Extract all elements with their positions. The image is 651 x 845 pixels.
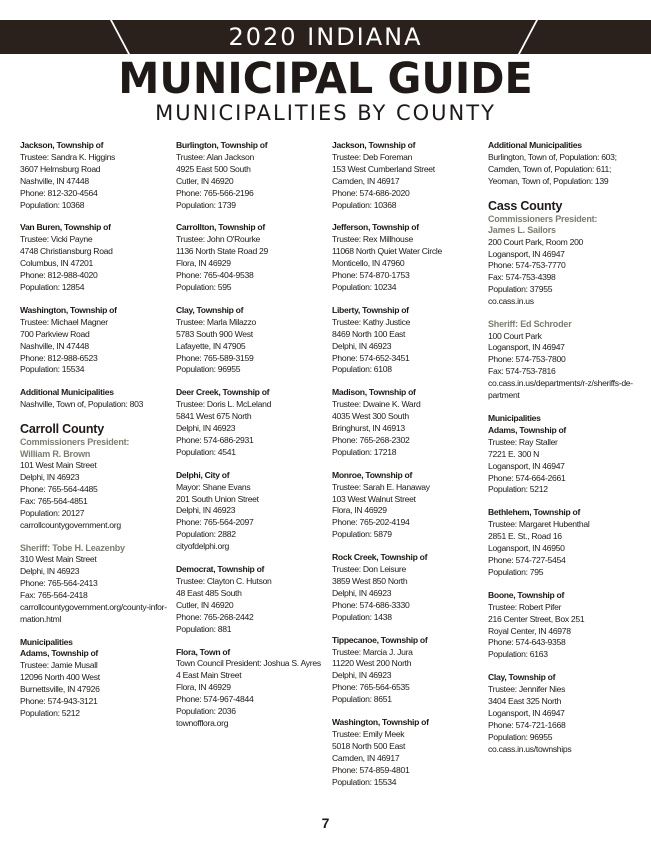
column-2	[176, 140, 326, 741]
listing-name: Flora, Town of	[176, 646, 230, 657]
listing-name: Carrollton, Township of	[176, 222, 265, 233]
listing-line: Delphi, IN 46923	[20, 472, 80, 483]
listing-entry	[332, 635, 482, 706]
listing-line: Bringhurst, IN 46913	[332, 423, 405, 434]
listing-line: 5783 South 900 West	[176, 328, 253, 339]
listing-line: Fax: 765-564-2418	[20, 589, 88, 600]
listing-entry	[332, 140, 482, 211]
title-banner	[0, 20, 651, 54]
page-title: MUNICIPAL GUIDE	[118, 54, 533, 104]
listing-line: Phone: 574-664-2661	[488, 472, 566, 483]
listing-name: Clay, Township of	[176, 304, 244, 315]
listing-name: Jackson, Township of	[20, 140, 104, 150]
listing-name: Rock Creek, Township of	[332, 552, 428, 563]
listing-line: Trustee: Marla Milazzo	[176, 316, 256, 327]
listing-line: Population: 8651	[332, 694, 392, 705]
listing-line: Population: 595	[176, 281, 232, 292]
column-4	[488, 140, 638, 767]
listing-line: 11068 North Quiet Water Circle	[332, 246, 442, 257]
listing-entry	[332, 305, 482, 376]
listing-line: Fax: 765-564-4851	[20, 495, 88, 506]
listing-entry	[20, 222, 170, 293]
listing-line: Phone: 765-564-4485	[20, 483, 98, 494]
listing-line: Phone: 574-643-9358	[488, 637, 566, 648]
listing-line: Delphi, IN 46923	[176, 423, 236, 434]
listing-line: Nashville, Town of, Population: 803	[20, 399, 144, 410]
listing-line: Population: 17218	[332, 446, 397, 457]
listing-line: Trustee: Don Leisure	[332, 564, 406, 575]
listing-entry	[488, 590, 638, 661]
listing-line: Delphi, IN 46923	[332, 340, 392, 351]
listing-line: 7221 E. 300 N	[488, 448, 540, 459]
listing-line: Population: 96955	[176, 364, 241, 375]
listing-line: Trustee: Kathy Justice	[332, 316, 411, 327]
sheriff-label: Sheriff: Ed Schroder	[488, 319, 572, 330]
listing-line: Population: 96955	[488, 731, 553, 742]
listing-line: 101 West Main Street	[20, 460, 97, 471]
listing-name: Adams, Township of	[20, 648, 98, 659]
listing-line: Logansport, IN 46947	[488, 342, 565, 353]
listing-line: Trustee: Rex Millhouse	[332, 234, 413, 245]
listing-line: Flora, IN 46929	[332, 505, 387, 516]
listing-line: Phone: 765-566-2196	[176, 187, 254, 198]
listing-line: Delphi, IN 46923	[332, 670, 392, 681]
listing-line: 153 West Cumberland Street	[332, 163, 435, 174]
listing-name: Clay, Township of	[488, 672, 556, 683]
listing-line: Trustee: Ray Staller	[488, 436, 558, 447]
listing-line: 4035 West 300 South	[332, 411, 409, 422]
column-3	[332, 140, 482, 800]
listing-name: Jefferson, Township of	[332, 222, 419, 233]
website-link[interactable]: townofflora.org	[176, 717, 229, 728]
listing-line: Burlington, Town of, Population: 603; Camden, Town of, Population: 611; Yeoman, Town of, Population: 139	[488, 151, 617, 186]
listing-line: Phone: 574-721-1668	[488, 719, 566, 730]
commissioners-label: Commissioners President:	[20, 437, 130, 448]
municipalities-label: Municipalities	[20, 636, 73, 647]
listing-name: Bethlehem, Township of	[488, 507, 581, 518]
listing-entry	[20, 387, 170, 411]
listing-name: Washington, Township of	[20, 304, 117, 315]
listing-line: Population: 15534	[332, 776, 397, 787]
listing-entry	[332, 222, 482, 293]
listing-line: Trustee: Robert Pifer	[488, 601, 562, 612]
listing-line: Phone: 765-589-3159	[176, 352, 254, 363]
page-number: 7	[321, 815, 330, 831]
listing-line: Delphi, IN 46923	[20, 565, 80, 576]
listing-line: Trustee: Deb Foreman	[332, 151, 413, 162]
listing-entry	[332, 470, 482, 541]
listing-line: Phone: 765-564-2413	[20, 577, 98, 588]
listing-line: Phone: 574-753-7800	[488, 354, 566, 365]
listing-name: Additional Municipalities	[20, 387, 114, 398]
listing-line: Phone: 812-320-4564	[20, 187, 98, 198]
listing-line: 100 Court Park	[488, 330, 542, 341]
listing-line: 3404 East 325 North	[488, 696, 562, 707]
listing-line: 2851 E. St., Road 16	[488, 531, 562, 542]
listing-name: Democrat, Township of	[176, 564, 265, 575]
listing-line: Population: 10234	[332, 281, 397, 292]
sheriff-entry	[488, 331, 638, 402]
listing-line: 3607 Helmsburg Road	[20, 163, 101, 174]
listing-line: Camden, IN 46917	[332, 175, 400, 186]
listing-line: Delphi, IN 46923	[176, 505, 236, 516]
listing-line: Trustee: Vicki Payne	[20, 234, 93, 245]
listing-name: Delphi, City of	[176, 469, 230, 480]
listing-line: Town Council President: Joshua S. Ayres	[176, 658, 321, 669]
listing-line: Logansport, IN 46947	[488, 707, 565, 718]
banner-year-text: 2020 INDIANA	[228, 23, 423, 51]
listing-line: Population: 37955	[488, 284, 553, 295]
listing-line: Phone: 574-652-3451	[332, 352, 410, 363]
website-link[interactable]: carrollcountygovernment.org	[20, 519, 121, 530]
listing-entry	[176, 305, 326, 376]
listing-line: Population: 6108	[332, 364, 392, 375]
listing-line: 4 East Main Street	[176, 670, 242, 681]
listing-entry	[488, 672, 638, 755]
listing-entry	[176, 222, 326, 293]
listing-line: Population: 2036	[176, 706, 236, 717]
listing-entry	[20, 648, 170, 719]
listing-line: Phone: 765-564-6535	[332, 682, 410, 693]
commissioner-name: William R. Brown	[20, 448, 91, 459]
listing-entry	[176, 140, 326, 211]
sheriff-label: Sheriff: Tobe H. Leazenby	[20, 542, 125, 553]
listing-line: Camden, IN 46917	[332, 752, 400, 763]
listing-name: Monroe, Township of	[332, 469, 413, 480]
listing-line: Phone: 765-202-4194	[332, 517, 410, 528]
listing-line: Columbus, IN 47201	[20, 258, 93, 269]
listing-name: Additional Municipalities	[488, 140, 582, 150]
municipalities-label: Municipalities	[488, 413, 541, 423]
listing-line: Lafayette, IN 47905	[176, 340, 246, 351]
listing-line: Phone: 765-404-9538	[176, 270, 254, 281]
website-link[interactable]: co.cass.in.us/townships	[488, 743, 572, 754]
listing-line: Phone: 574-870-1753	[332, 270, 410, 281]
listing-entry	[488, 140, 638, 188]
listing-line: 48 East 485 South	[176, 587, 242, 598]
website-link[interactable]: cityofdelphi.org	[176, 541, 230, 552]
commissioner-name: James L. Sailors	[488, 225, 556, 236]
listing-line: Population: 5212	[20, 707, 80, 718]
listing-line: 4925 East 500 South	[176, 163, 251, 174]
listing-line: Phone: 765-268-2302	[332, 434, 410, 445]
listing-line: Trustee: Clayton C. Hutson	[176, 576, 272, 586]
website-link[interactable]: co.cass.in.us	[488, 296, 534, 307]
listing-entry	[176, 387, 326, 458]
listing-name: Adams, Township of	[488, 424, 566, 435]
listing-line: 216 Center Street, Box 251	[488, 613, 585, 624]
listing-line: Flora, IN 46929	[176, 258, 231, 269]
listing-line: Royal Center, IN 46978	[488, 625, 571, 636]
listing-name: Burlington, Township of	[176, 140, 268, 150]
listing-line: 3859 West 850 North	[332, 576, 408, 586]
listing-line: Trustee: Dwaine K. Ward	[332, 399, 421, 410]
listing-name: Deer Creek, Township of	[176, 387, 270, 398]
listing-line: Fax: 574-753-7816	[488, 366, 556, 377]
listing-name: Washington, Township of	[332, 717, 429, 728]
listing-entry	[20, 140, 170, 211]
listing-line: Trustee: Sandra K. Higgins	[20, 151, 116, 162]
listing-line: Phone: 574-686-2020	[332, 187, 410, 198]
listing-name: Van Buren, Township of	[20, 222, 111, 233]
listing-entry	[488, 507, 638, 578]
listing-line: Phone: 574-686-3330	[332, 599, 410, 610]
listing-line: Flora, IN 46929	[176, 682, 231, 693]
listing-line: Trustee: Emily Meek	[332, 728, 405, 739]
listing-line: Mayor: Shane Evans	[176, 481, 251, 492]
listing-line: 5018 North 500 East	[332, 740, 406, 751]
listing-line: Population: 881	[176, 623, 232, 634]
listing-line: Fax: 574-753-4398	[488, 272, 556, 283]
listing-line: 200 Court Park, Room 200	[488, 236, 584, 247]
listing-entry	[488, 425, 638, 496]
listing-line: Trustee: Michael Magner	[20, 316, 108, 327]
listing-line: Logansport, IN 46947	[488, 248, 565, 259]
listing-line: Trustee: Sarah E. Hanaway	[332, 481, 430, 492]
listing-line: Population: 15534	[20, 364, 85, 375]
county-office-entry	[20, 460, 170, 531]
listing-line: Population: 4541	[176, 446, 236, 457]
listing-line: Phone: 765-268-2442	[176, 611, 254, 622]
listing-line: Burnettsville, IN 47926	[20, 684, 100, 695]
listing-line: Phone: 574-753-7770	[488, 260, 566, 271]
listing-line: Trustee: Alan Jackson	[176, 151, 254, 162]
listing-line: Cutler, IN 46920	[176, 175, 234, 186]
listing-line: 5841 West 675 North	[176, 411, 252, 422]
listing-line: 1136 North State Road 29	[176, 246, 269, 257]
listing-line: 4748 Christiansburg Road	[20, 246, 113, 257]
listing-line: Monticello, IN 47960	[332, 258, 405, 269]
listing-entry	[176, 647, 326, 730]
listing-line: Trustee: John O'Rourke	[176, 234, 261, 245]
listing-line: Trustee: Jennifer Nies	[488, 684, 566, 695]
listing-line: 310 West Main Street	[20, 554, 97, 565]
county-heading-cass: Cass County	[488, 198, 563, 213]
listing-line: Trustee: Margaret Hubenthal	[488, 519, 590, 530]
listing-line: Phone: 574-943-3121	[20, 696, 98, 707]
page-subtitle: MUNICIPALITIES BY COUNTY	[155, 101, 496, 125]
listing-line: Logansport, IN 46950	[488, 543, 565, 554]
column-1	[20, 140, 170, 731]
website-link[interactable]: carrollcountygovernment.org/county-infor-mation.html	[20, 601, 167, 624]
listing-entry	[332, 717, 482, 788]
listing-line: Population: 12854	[20, 281, 85, 292]
listing-line: Population: 6163	[488, 649, 548, 660]
listing-line: Phone: 574-967-4844	[176, 694, 254, 705]
listing-line: Phone: 812-988-6523	[20, 352, 98, 363]
listing-line: Phone: 812-988-4020	[20, 270, 98, 281]
listing-line: Phone: 574-859-4801	[332, 764, 410, 775]
listing-line: Population: 5212	[488, 484, 548, 495]
listing-name: Liberty, Township of	[332, 304, 409, 315]
listing-line: Trustee: Doris L. McLeland	[176, 399, 272, 410]
listing-line: Phone: 574-727-5454	[488, 554, 566, 565]
listing-line: Population: 1739	[176, 199, 236, 210]
county-heading-carroll: Carroll County	[20, 422, 105, 437]
listing-line: Trustee: Jamie Musall	[20, 660, 98, 671]
listing-line: Delphi, IN 46923	[332, 587, 392, 598]
listing-entry	[20, 305, 170, 376]
listing-entry	[332, 552, 482, 623]
listing-name: Boone, Township of	[488, 589, 565, 600]
listing-line: Trustee: Marcia J. Jura	[332, 646, 413, 657]
listing-line: Population: 20127	[20, 507, 85, 518]
listing-line: 12096 North 400 West	[20, 672, 100, 683]
county-office-entry	[488, 237, 638, 308]
listing-line: Population: 10368	[332, 199, 397, 210]
listing-line: Population: 1438	[332, 611, 392, 622]
listing-entry	[176, 470, 326, 553]
listing-name: Madison, Township of	[332, 387, 416, 398]
listing-line: Population: 10368	[20, 199, 85, 210]
sheriff-entry	[20, 554, 170, 625]
listing-entry	[176, 564, 326, 635]
listing-line: Phone: 765-564-2097	[176, 517, 254, 528]
listing-line: 103 West Walnut Street	[332, 493, 416, 504]
website-link[interactable]: co.cass.in.us/departments/r-z/sheriffs-de-partment	[488, 378, 633, 401]
listing-line: Phone: 574-686-2931	[176, 434, 254, 445]
listing-line: Nashville, IN 47448	[20, 175, 89, 186]
listing-line: Nashville, IN 47448	[20, 340, 89, 351]
listing-line: Population: 2882	[176, 529, 236, 540]
listing-name: Tippecanoe, Township of	[332, 634, 428, 645]
listing-line: Logansport, IN 46947	[488, 460, 565, 471]
listing-line: Population: 5879	[332, 529, 392, 540]
listing-entry	[332, 387, 482, 458]
commissioners-label: Commissioners President:	[488, 213, 598, 224]
listing-line: Population: 795	[488, 566, 544, 577]
listing-line: Cutler, IN 46920	[176, 599, 234, 610]
listing-line: 11220 West 200 North	[332, 658, 412, 669]
listing-name: Jackson, Township of	[332, 140, 416, 150]
listing-line: 201 South Union Street	[176, 493, 259, 504]
listing-line: 8469 North 100 East	[332, 328, 406, 339]
listing-line: 700 Parkview Road	[20, 328, 90, 339]
